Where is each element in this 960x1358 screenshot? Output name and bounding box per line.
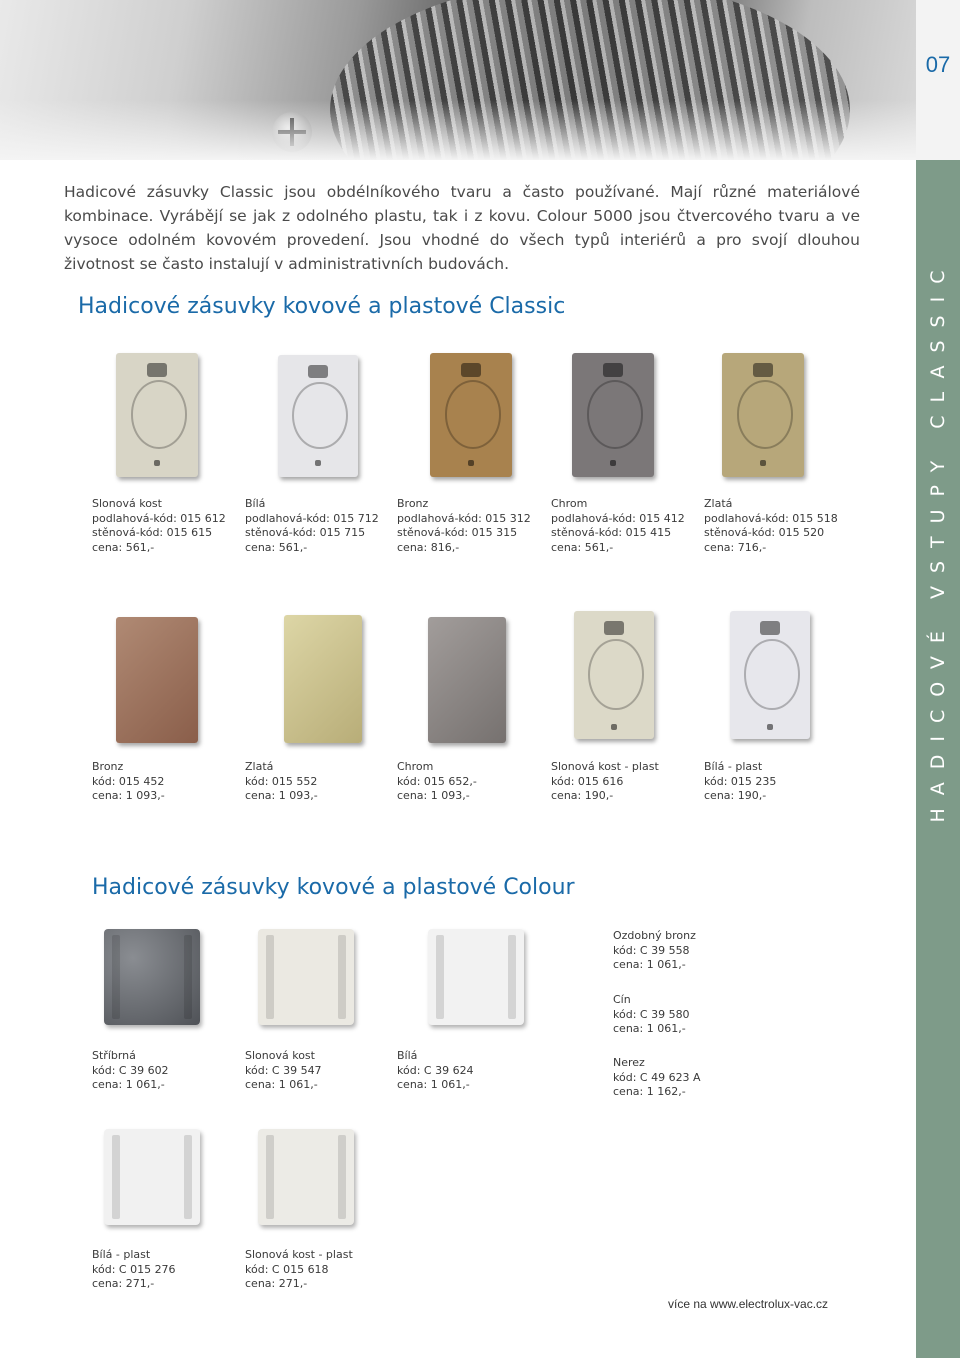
product-caption: Bílá - plast kód: C 015 276 cena: 271,-: [92, 1248, 176, 1290]
product-image: [428, 929, 524, 1025]
product-image: [730, 611, 810, 739]
product-image: [722, 353, 804, 477]
product-caption: Chrom podlahová-kód: 015 412 stěnová-kód: 015 415 cena: 561,-: [551, 497, 685, 554]
product-caption: Slonová kost - plast kód: C 015 618 cena: 271,-: [245, 1248, 353, 1290]
intro-paragraph: Hadicové zásuvky Classic jsou obdélníkového tvaru a často používané. Mají různé materiálové kombinace. Vyrábějí se jak z odolného plastu, tak i z kovu. Colour 5000 jsou čtvercového tvaru a ve vysoce odolném kovovém provedení. Jsou vhodné do všech typů interiérů a pro svojí dlouhou životnost se často instalují v administrativních budovách.: [64, 183, 860, 273]
product-caption: Bronz podlahová-kód: 015 312 stěnová-kód: 015 315 cena: 816,-: [397, 497, 531, 554]
website-link[interactable]: více na www.electrolux-vac.cz: [668, 1297, 829, 1311]
side-title: HADICOVÉ VSTUPY CLASSIC: [927, 257, 949, 823]
product-caption: Zlatá podlahová-kód: 015 518 stěnová-kód: 015 520 cena: 716,-: [704, 497, 838, 554]
page-number: 07: [925, 52, 951, 77]
product-caption: Bílá - plast kód: 015 235 cena: 190,-: [704, 760, 777, 802]
product-caption: Slonová kost kód: C 39 547 cena: 1 061,-: [245, 1049, 322, 1091]
product-image: [284, 615, 362, 743]
product-caption: Bílá podlahová-kód: 015 712 stěnová-kód: 015 715 cena: 561,-: [245, 497, 379, 554]
product-caption: Stříbrná kód: C 39 602 cena: 1 061,-: [92, 1049, 169, 1091]
product-image: [574, 611, 654, 739]
section-title-colour: Hadicové zásuvky kovové a plastové Colour: [92, 875, 575, 900]
product-caption: Chrom kód: 015 652,- cena: 1 093,-: [397, 760, 477, 802]
product-caption: Slonová kost podlahová-kód: 015 612 stěnová-kód: 015 615 cena: 561,-: [92, 497, 226, 554]
product-caption: Bílá kód: C 39 624 cena: 1 061,-: [397, 1049, 474, 1091]
hero-photo: [0, 0, 916, 160]
product-image: [430, 353, 512, 477]
product-caption: Slonová kost - plast kód: 015 616 cena: 190,-: [551, 760, 659, 802]
section-title-classic: Hadicové zásuvky kovové a plastové Classic: [78, 294, 566, 319]
product-image: [572, 353, 654, 477]
product-image: [428, 617, 506, 743]
product-image: [116, 617, 198, 743]
product-caption: Zlatá kód: 015 552 cena: 1 093,-: [245, 760, 318, 802]
product-image: [258, 1129, 354, 1225]
product-caption: Ozdobný bronz kód: C 39 558 cena: 1 061,-: [613, 929, 696, 971]
product-caption: Nerez kód: C 49 623 A cena: 1 162,-: [613, 1056, 701, 1098]
product-image: [104, 929, 200, 1025]
product-caption: Bronz kód: 015 452 cena: 1 093,-: [92, 760, 165, 802]
product-image: [116, 353, 198, 477]
product-image: [104, 1129, 200, 1225]
product-image: [258, 929, 354, 1025]
product-image: [278, 355, 358, 477]
product-caption: Cín kód: C 39 580 cena: 1 061,-: [613, 993, 690, 1035]
